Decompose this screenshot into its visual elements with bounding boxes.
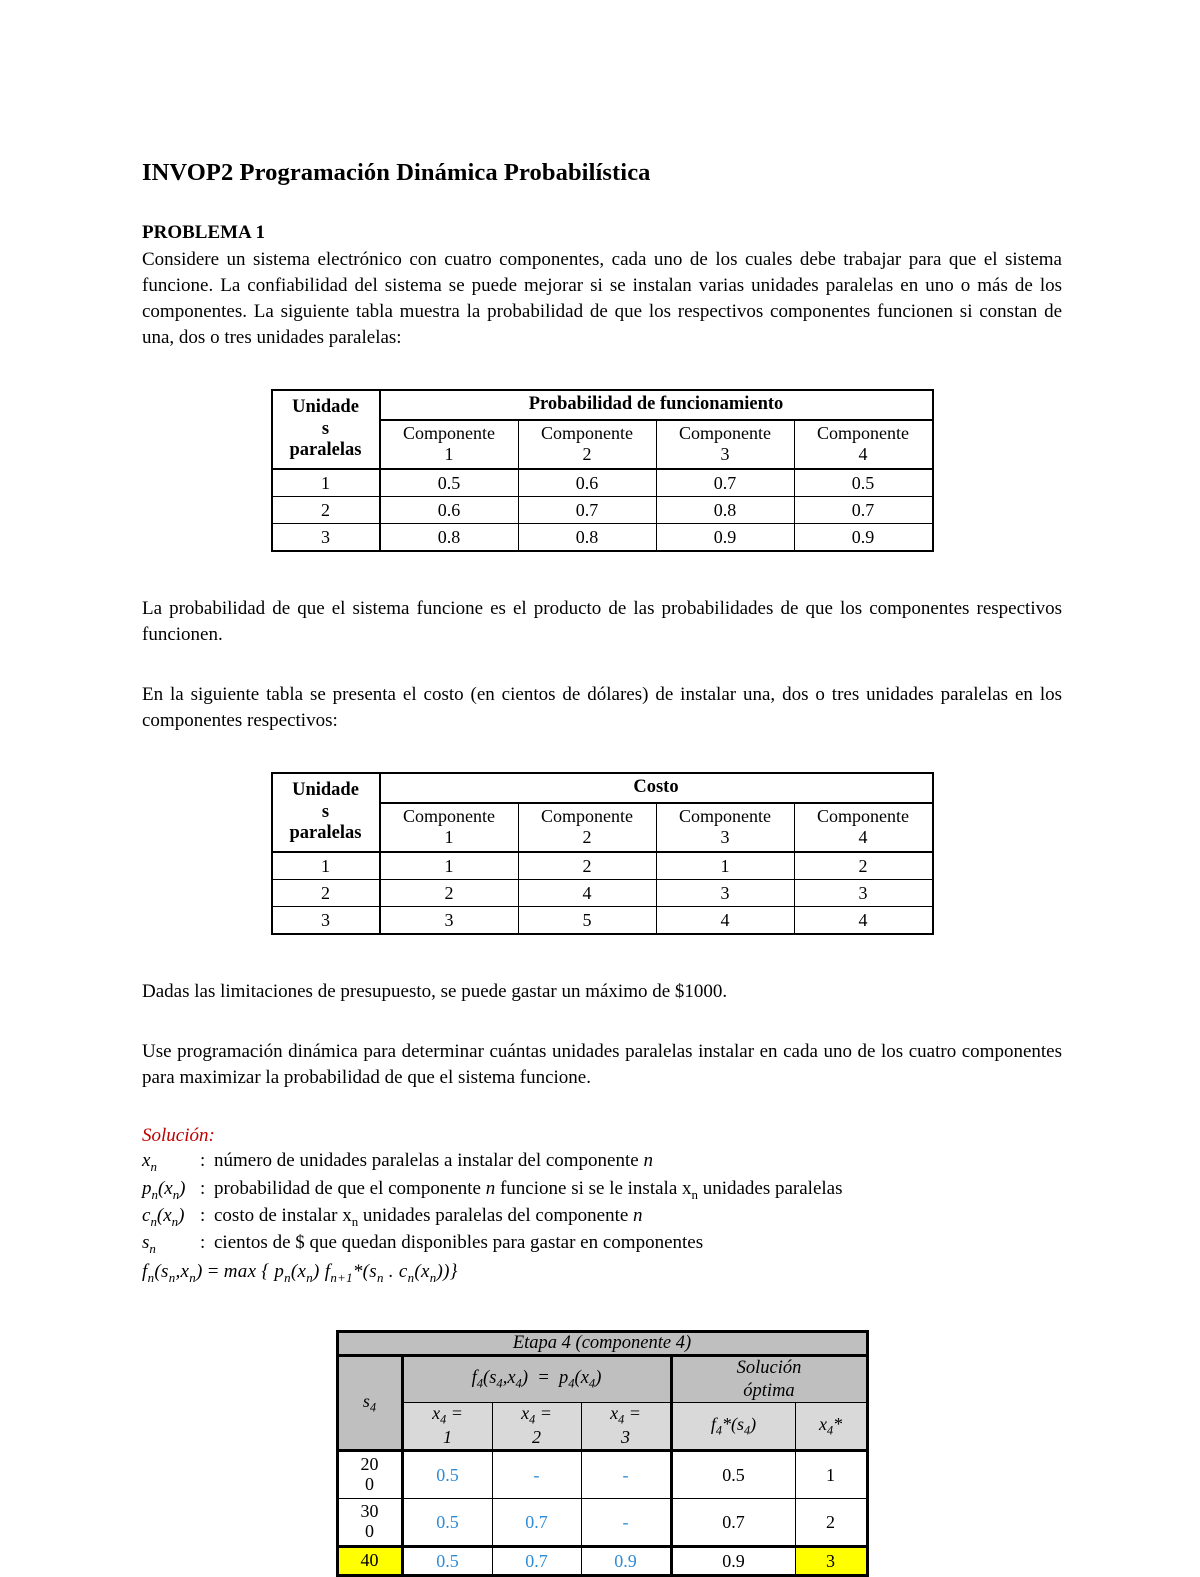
state-value: 40: [337, 1547, 402, 1576]
table-row: [337, 1547, 867, 1576]
col-head-text: Componente: [403, 806, 495, 827]
col-head-num: 4: [858, 444, 868, 465]
table-header-row: [272, 773, 933, 803]
cell-decision-3: -: [581, 1499, 671, 1547]
cell: 0.9: [794, 523, 933, 551]
decision-header-line2: 2: [532, 1427, 541, 1448]
col-head-num: 2: [582, 444, 592, 465]
table-header-row: [272, 390, 933, 420]
state-value-line1: 20: [360, 1454, 379, 1475]
cell-decision-2: 0.7: [492, 1499, 581, 1547]
cell: 4: [656, 907, 794, 935]
cell: 3: [794, 880, 933, 907]
stage-header-row-2: [337, 1403, 867, 1451]
definition-text-part: probabilidad de que el componente: [214, 1177, 486, 1199]
cell-decision-2: -: [492, 1451, 581, 1499]
definition-text-sub: n: [691, 1186, 698, 1202]
column-header-componente-3: [656, 803, 794, 852]
decision-header-line1: $x_4$ =: [521, 1403, 552, 1427]
function-header: $f_4(s_4,x_4) = p_4(x_4)$: [402, 1356, 671, 1403]
decision-header-line2: 1: [443, 1427, 452, 1448]
definition-text-sub: n: [351, 1213, 359, 1229]
cell: 0.8: [518, 523, 656, 551]
stage-header-row-1: [337, 1356, 867, 1403]
probability-corner-header: [272, 390, 380, 469]
col-head-text: Componente: [541, 423, 633, 444]
probability-table-wrapper: [142, 389, 1062, 552]
intro-paragraph: Considere un sistema electrónico con cuatro componentes, cada uno de los cuales debe trabajar para que el sistema funcione. La confiabilidad del sistema se puede mejorar si se instalan varias unidades paralelas en uno o más de los componentes. La siguiente tabla muestra la probabilidad de que los respectivos componentes funcionen si constan de una, dos o tres unidades paralelas:: [142, 248, 1062, 348]
state-value-line1: 30: [360, 1501, 379, 1522]
page-content: [142, 160, 1062, 1577]
stage-title: Etapa 4 (componente 4): [337, 1332, 867, 1356]
state-value: [337, 1499, 402, 1547]
cell-optimal-value: 0.5: [671, 1451, 795, 1499]
col-head-text: Componente: [679, 423, 771, 444]
col-head-text: Componente: [817, 806, 909, 827]
decision-header-line2: 3: [621, 1427, 630, 1448]
table-row: [272, 907, 933, 935]
solution-label: Solución:: [142, 1125, 215, 1147]
table-row: [337, 1451, 867, 1499]
column-header-componente-1: [380, 803, 519, 852]
definition-symbol: $s_n$: [142, 1232, 156, 1257]
stage-table-wrapper: [142, 1330, 1062, 1577]
table-row: [272, 852, 933, 880]
definition-row-sn: [142, 1230, 1062, 1257]
cell: 2: [794, 852, 933, 880]
cell: 0.6: [380, 496, 519, 523]
definition-symbol: $c_n(x_n)$: [142, 1204, 185, 1229]
corner-line-3: paralelas: [289, 823, 362, 844]
cell: 2: [380, 880, 519, 907]
row-label: 2: [272, 496, 380, 523]
cost-span-header: Costo: [380, 773, 933, 803]
decision-header-line1: $x_4$ =: [432, 1403, 463, 1427]
definition-text-part: unidades paralelas del componente: [358, 1204, 634, 1226]
decision-header-3: [581, 1403, 671, 1451]
table-row: [272, 523, 933, 551]
paragraph-budget: Dadas las limitaciones de presupuesto, se puede gastar un máximo de $1000.: [142, 981, 728, 1003]
decision-header-1: [402, 1403, 492, 1451]
definition-row-pn: [142, 1176, 1062, 1203]
definition-text-part: unidades paralelas: [697, 1177, 843, 1199]
cell: 0.9: [656, 523, 794, 551]
definition-colon: :: [200, 1204, 206, 1226]
corner-line-2: s: [321, 418, 330, 439]
cost-table-wrapper: [142, 772, 1062, 935]
state-symbol-header: $s_4$: [337, 1356, 402, 1451]
corner-line-2: s: [321, 801, 330, 822]
definition-text-part: número de unidades paralelas a instalar del componente: [214, 1150, 644, 1172]
decision-header-line1: $x_4$ =: [610, 1403, 641, 1427]
state-value: [337, 1451, 402, 1499]
table-row: [272, 469, 933, 497]
definition-symbol: $x_n$: [142, 1150, 157, 1175]
state-value-line2: 0: [365, 1521, 374, 1542]
cell: 4: [794, 907, 933, 935]
state-value-line2: 0: [365, 1474, 374, 1495]
row-label: 2: [272, 880, 380, 907]
col-head-num: 3: [720, 444, 730, 465]
definition-colon: :: [200, 1177, 206, 1199]
optimal-solution-header-line1: Solución: [736, 1358, 802, 1379]
table-row: [337, 1499, 867, 1547]
cell-decision-3: 0.9: [581, 1547, 671, 1576]
cell: 0.7: [794, 496, 933, 523]
column-header-componente-4: [794, 803, 933, 852]
corner-line-1: Unidade: [292, 780, 359, 801]
cell: 0.5: [380, 469, 519, 497]
optimal-solution-header: [671, 1356, 867, 1403]
cell: 0.6: [518, 469, 656, 497]
definition-text-symbol: n: [643, 1150, 653, 1172]
cell-decision-2: 0.7: [492, 1547, 581, 1576]
decision-header-2: [492, 1403, 581, 1451]
definition-text-part: funcione si se le instala x: [495, 1177, 692, 1199]
corner-line-1: Unidade: [292, 397, 359, 418]
row-label: 1: [272, 852, 380, 880]
definition-text-symbol: n: [485, 1177, 496, 1199]
cell: 0.8: [656, 496, 794, 523]
paragraph-product: La probabilidad de que el sistema funcione es el producto de las probabilidades de que los componentes respectivos funcionen.: [142, 597, 1062, 645]
probability-table: [271, 389, 934, 552]
column-header-componente-3: [656, 420, 794, 469]
page-title: INVOP2 Programación Dinámica Probabilística: [142, 159, 651, 186]
cell: 3: [380, 907, 519, 935]
cell-decision-1: 0.5: [402, 1547, 492, 1576]
cell: 0.7: [656, 469, 794, 497]
definition-colon: :: [200, 1150, 206, 1172]
col-head-text: Componente: [817, 423, 909, 444]
optimal-value-header: $f_4*(s_4)$: [671, 1403, 795, 1451]
definition-text: cientos de $ que quedan disponibles para gastar en componentes: [214, 1232, 704, 1254]
cell-optimal-decision: 1: [795, 1451, 867, 1499]
row-label: 3: [272, 907, 380, 935]
col-head-num: 1: [444, 827, 454, 848]
cost-table: [271, 772, 934, 935]
cell: 1: [380, 852, 519, 880]
cell-decision-3: -: [581, 1451, 671, 1499]
cell-optimal-decision: 3: [795, 1547, 867, 1576]
cell: 0.7: [518, 496, 656, 523]
optimal-solution-header-line2: óptima: [743, 1380, 795, 1401]
row-label: 1: [272, 469, 380, 497]
cost-corner-header: [272, 773, 380, 852]
column-header-componente-2: [518, 803, 656, 852]
definition-text: [214, 1176, 1062, 1203]
corner-line-3: paralelas: [289, 440, 362, 461]
definition-row-xn: [142, 1148, 1062, 1175]
table-row: [272, 496, 933, 523]
column-header-componente-1: [380, 420, 519, 469]
col-head-num: 1: [444, 444, 454, 465]
solution-definitions: [142, 1148, 1062, 1286]
definition-symbol: $p_n(x_n)$: [142, 1177, 186, 1202]
col-head-text: Componente: [541, 806, 633, 827]
col-head-text: Componente: [403, 423, 495, 444]
cell-decision-1: 0.5: [402, 1499, 492, 1547]
cell: 0.8: [380, 523, 519, 551]
definition-colon: :: [200, 1232, 206, 1254]
definition-text: [214, 1203, 1062, 1230]
problem-heading: PROBLEMA 1: [142, 221, 265, 243]
optimal-decision-header: $x_4*$: [795, 1403, 867, 1451]
cell-optimal-decision: 2: [795, 1499, 867, 1547]
cell: 0.5: [794, 469, 933, 497]
probability-span-header: Probabilidad de funcionamiento: [380, 390, 933, 420]
paragraph-task: Use programación dinámica para determinar cuántas unidades paralelas instalar en cada uno de los cuatro componentes para maximizar la probabilidad de que el sistema funcione.: [142, 1041, 1062, 1089]
col-head-num: 3: [720, 827, 730, 848]
cell: 4: [518, 880, 656, 907]
recursion-formula: $f_n(s_n,x_n) = \max$ { $p_n(x_n)$ $f_{n+1}*(s_n$ . $c_n(x_n)$)}: [142, 1260, 458, 1285]
definition-text: [214, 1148, 1062, 1174]
column-header-componente-4: [794, 420, 933, 469]
definition-row-cn: [142, 1203, 1062, 1230]
table-row: [272, 880, 933, 907]
cell: 5: [518, 907, 656, 935]
stage-4-table: [336, 1330, 869, 1577]
cell: 1: [656, 852, 794, 880]
cell: 3: [656, 880, 794, 907]
stage-title-row: [337, 1332, 867, 1356]
cell-optimal-value: 0.7: [671, 1499, 795, 1547]
row-label: 3: [272, 523, 380, 551]
definition-text-symbol: n: [633, 1204, 643, 1226]
column-header-componente-2: [518, 420, 656, 469]
col-head-num: 4: [858, 827, 868, 848]
paragraph-cost-intro: En la siguiente tabla se presenta el costo (en cientos de dólares) de instalar una, dos o tres unidades paralelas en los componentes respectivos:: [142, 683, 1062, 731]
cell-decision-1: 0.5: [402, 1451, 492, 1499]
cell: 2: [518, 852, 656, 880]
col-head-num: 2: [582, 827, 592, 848]
col-head-text: Componente: [679, 806, 771, 827]
cell-optimal-value: 0.9: [671, 1547, 795, 1576]
definition-text-part: costo de instalar x: [214, 1204, 352, 1226]
